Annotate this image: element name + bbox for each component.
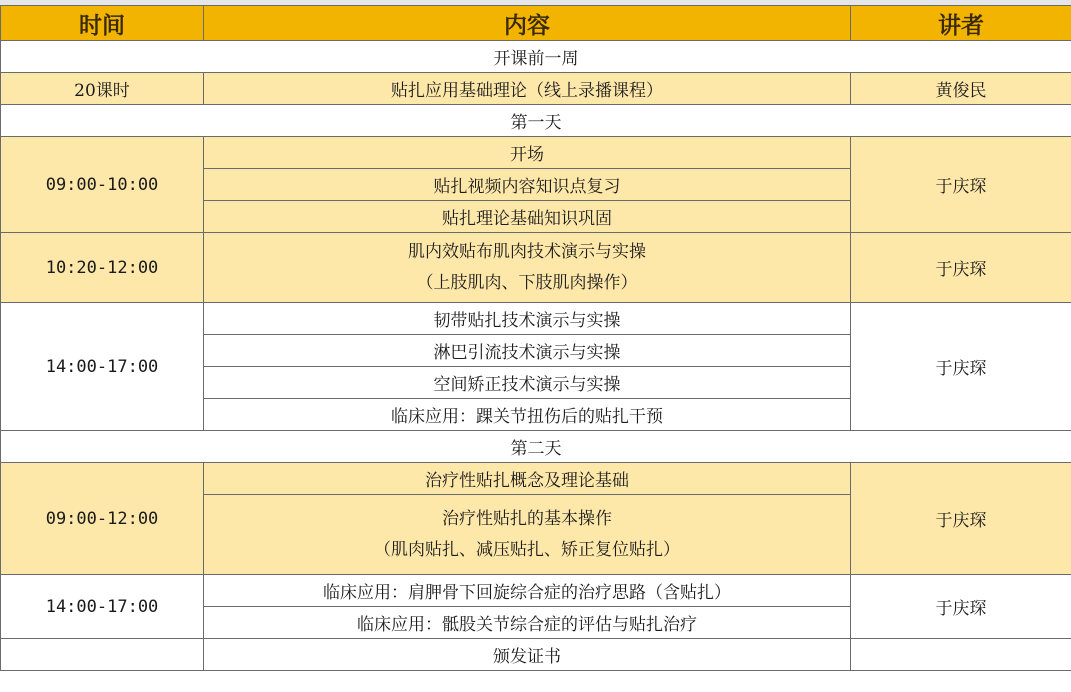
header-row (1, 6, 1071, 41)
speaker-cell: 黄俊民 (851, 73, 1071, 105)
table-row (1, 303, 1071, 335)
table-row (1, 233, 1071, 303)
time-cell: 10:20-12:00 (1, 233, 204, 303)
section-label: 第一天 (1, 105, 1071, 137)
section-row-day2 (1, 431, 1071, 463)
speaker-cell: 于庆琛 (851, 303, 1071, 431)
content-line: 治疗性贴扎的基本操作 (442, 508, 612, 529)
content-cell: 贴扎视频内容知识点复习 (204, 169, 851, 201)
content-cell: 贴扎理论基础知识巩固 (204, 201, 851, 233)
table-row (1, 73, 1071, 105)
speaker-cell: 于庆琛 (851, 233, 1071, 303)
content-cell: 治疗性贴扎概念及理论基础 (204, 463, 851, 495)
table-row (1, 575, 1071, 607)
section-label: 开课前一周 (1, 41, 1071, 73)
content-cell: 颁发证书 (204, 639, 851, 671)
header-time: 时间 (1, 6, 204, 41)
speaker-cell: 于庆琛 (851, 137, 1071, 233)
header-speaker: 讲者 (851, 6, 1071, 41)
content-cell: 贴扎应用基础理论（线上录播课程） (204, 73, 851, 105)
time-cell: 14:00-17:00 (1, 575, 204, 639)
time-cell: 14:00-17:00 (1, 303, 204, 431)
content-cell: 韧带贴扎技术演示与实操 (204, 303, 851, 335)
header-content: 内容 (204, 6, 851, 41)
content-line: 肌内效贴布肌肉技术演示与实操 (408, 241, 646, 262)
content-cell: 临床应用：踝关节扭伤后的贴扎干预 (204, 399, 851, 431)
content-line: （上肢肌肉、下肢肌肉操作） (416, 272, 638, 293)
content-cell: 临床应用：肩胛骨下回旋综合症的治疗思路（含贴扎） (204, 575, 851, 607)
time-cell: 20课时 (1, 73, 204, 105)
table-row (1, 463, 1071, 495)
table-row (1, 137, 1071, 169)
content-line: （肌肉贴扎、减压贴扎、矫正复位贴扎） (374, 539, 680, 560)
content-cell: 空间矫正技术演示与实操 (204, 367, 851, 399)
content-cell: 临床应用：骶股关节综合症的评估与贴扎治疗 (204, 607, 851, 639)
table-row (1, 639, 1071, 671)
speaker-cell-empty (851, 639, 1071, 671)
content-cell (204, 233, 851, 303)
section-label: 第二天 (1, 431, 1071, 463)
time-cell: 09:00-12:00 (1, 463, 204, 575)
content-cell: 淋巴引流技术演示与实操 (204, 335, 851, 367)
content-cell (204, 495, 851, 575)
time-cell-empty (1, 639, 204, 671)
section-row-day1 (1, 105, 1071, 137)
section-row-pre-week (1, 41, 1071, 73)
speaker-cell: 于庆琛 (851, 463, 1071, 575)
schedule-table (0, 5, 1071, 671)
time-cell: 09:00-10:00 (1, 137, 204, 233)
speaker-cell: 于庆琛 (851, 575, 1071, 639)
content-cell: 开场 (204, 137, 851, 169)
